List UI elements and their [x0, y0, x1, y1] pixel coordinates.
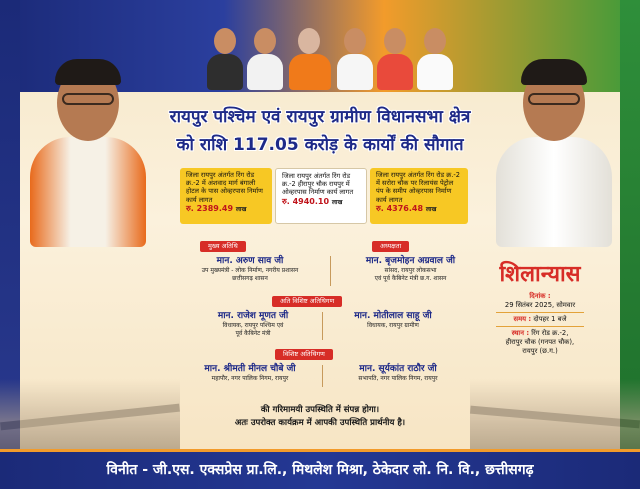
chief-guest-block: [180, 255, 320, 283]
event-title: शिलान्यास: [499, 262, 581, 287]
president-block: [338, 255, 483, 283]
event-time-row: [478, 315, 602, 324]
project-2-text: जिला रायपुर अंतर्गत रिंग रोड क्र.-2 हीरापुर चौक रायपुर में ओव्हरपास निर्माण कार्य लागत: [282, 172, 354, 197]
project-2-cost-row: [282, 198, 360, 207]
distinguished-guest-2-block: [328, 363, 468, 383]
chief-guest-desc-1: उप मुख्यमंत्री - लोक निर्माण, नगरीय प्रशासन: [201, 267, 299, 274]
message-line-1: की गरिमामयी उपस्थिति में संपन्न होगा।: [260, 405, 380, 415]
distinguished-guest-1-name: मान. श्रीमती मीनल चौबे जी: [204, 364, 296, 374]
chief-guest-tag: मुख्य अतिथि: [200, 241, 246, 252]
project-box-2: [275, 168, 367, 224]
bridge-deck-right: [470, 406, 640, 429]
project-1-unit: लाख: [235, 205, 247, 213]
special-guests-tag: अति विशिष्ट अतिथिगण: [272, 296, 342, 307]
event-place-value-2: हीरापुर चौक (गनपत चौक),: [505, 338, 575, 346]
distinguished-guest-1-desc: महापौर, नगर पालिक निगम, रायपुर: [211, 375, 289, 382]
special-guest-1-name: मान. राजेश मूणत जी: [217, 311, 289, 321]
project-3-cost: रु. 4376.48: [376, 203, 424, 213]
event-place-value-1: रिंग रोड क्र.-2,: [531, 329, 569, 337]
headline-line-2: को राशि 117.05 करोड़ के कार्यों की सौगात: [176, 135, 464, 155]
divider-1: [330, 256, 331, 286]
divider-3: [322, 365, 323, 387]
place-label: स्थान :: [511, 329, 530, 337]
date-label: दिनांक :: [529, 292, 551, 300]
leader-photo-5: [375, 22, 415, 90]
distinguished-guests-tag: विशिष्ट अतिथिगण: [275, 349, 333, 360]
project-3-cost-row: [376, 205, 462, 214]
message-line-2: अतः उपरोक्त कार्यक्रम में आपकी उपस्थिति प्रार्थनीय है।: [234, 418, 406, 428]
leader-photo-3: [287, 22, 333, 90]
leader-photo-1: [205, 22, 245, 90]
distinguished-guest-1-block: [180, 363, 320, 383]
event-time-value: दोपहर 1 बजे: [533, 315, 567, 323]
bridge-image-right: [470, 379, 640, 449]
project-1-text: जिला रायपुर अंतर्गत रिंग रोड क्र.-2 में अंशवाद मार्ग बंगाली होटल के पास ओव्हरपास निर्माण कार्य लागत: [186, 171, 263, 204]
event-place-value-3: रायपुर (छ.ग.): [522, 347, 558, 355]
event-place-row: [478, 329, 602, 338]
chief-guest-desc-2: छत्तीसगढ़ शासन: [232, 275, 268, 282]
time-label: समय :: [513, 315, 532, 323]
event-date-row: [478, 292, 602, 301]
special-guest-1-desc-2: पूर्व कैबिनेट मंत्री: [235, 330, 271, 337]
event-info: [478, 292, 602, 356]
headline-line-1: रायपुर पश्चिम एवं रायपुर ग्रामीण विधानसभा क्षेत्र: [169, 107, 471, 127]
project-3-unit: लाख: [425, 205, 437, 213]
leader-photo-6: [415, 22, 455, 90]
special-guest-1-block: [188, 310, 318, 338]
special-guest-2-name: मान. मोतीलाल साहू जी: [354, 311, 432, 321]
divider-2: [322, 312, 323, 340]
president-name: मान. बृजमोहन अग्रवाल जी: [365, 256, 456, 266]
president-desc-1: सांसद, रायपुर लोकसभा: [384, 267, 437, 274]
president-tag: अध्यक्षता: [372, 241, 409, 252]
chief-guest-name: मान. अरुण साव जी: [216, 256, 284, 266]
project-1-cost: रु. 2389.49: [186, 203, 234, 213]
info-separator-2: [496, 326, 584, 327]
special-guest-2-desc-1: विधायक, रायपुर ग्रामीण: [367, 322, 419, 329]
special-guest-2-block: [328, 310, 458, 330]
project-box-3: [370, 168, 468, 224]
project-1-cost-row: [186, 205, 266, 214]
info-separator-1: [496, 312, 584, 313]
project-box-1: [180, 168, 272, 224]
leader-photo-2: [245, 22, 285, 90]
footer-bar: विनीत - जी.एस. एक्सप्रेस प्रा.लि., मिथलेश मिश्रा, ठेकेदार लो. नि. वि., छत्तीसगढ़: [0, 449, 640, 489]
leader-photo-4: [335, 22, 375, 90]
distinguished-guest-2-name: मान. सूर्यकांत राठौर जी: [359, 364, 437, 374]
president-desc-2: एवं पूर्व कैबिनेट मंत्री छ.ग. शासन: [374, 275, 447, 282]
project-3-text: जिला रायपुर अंतर्गत रिंग रोड क्र.-2 में सरोरा चौक पर रिलायंस पेट्रोल पंप के समीप ओव्हरपास निर्माण कार्य लागत: [376, 171, 460, 204]
event-date-value: 29 सितंबर 2025, सोमवार: [504, 301, 576, 309]
project-2-unit: लाख: [331, 198, 343, 206]
special-guest-1-desc-1: विधायक, रायपुर पश्चिम एवं: [222, 322, 284, 329]
distinguished-guest-2-desc: सभापति, नगर पालिक निगम, रायपुर: [358, 375, 438, 382]
project-2-cost: रु. 4940.10: [282, 196, 330, 206]
